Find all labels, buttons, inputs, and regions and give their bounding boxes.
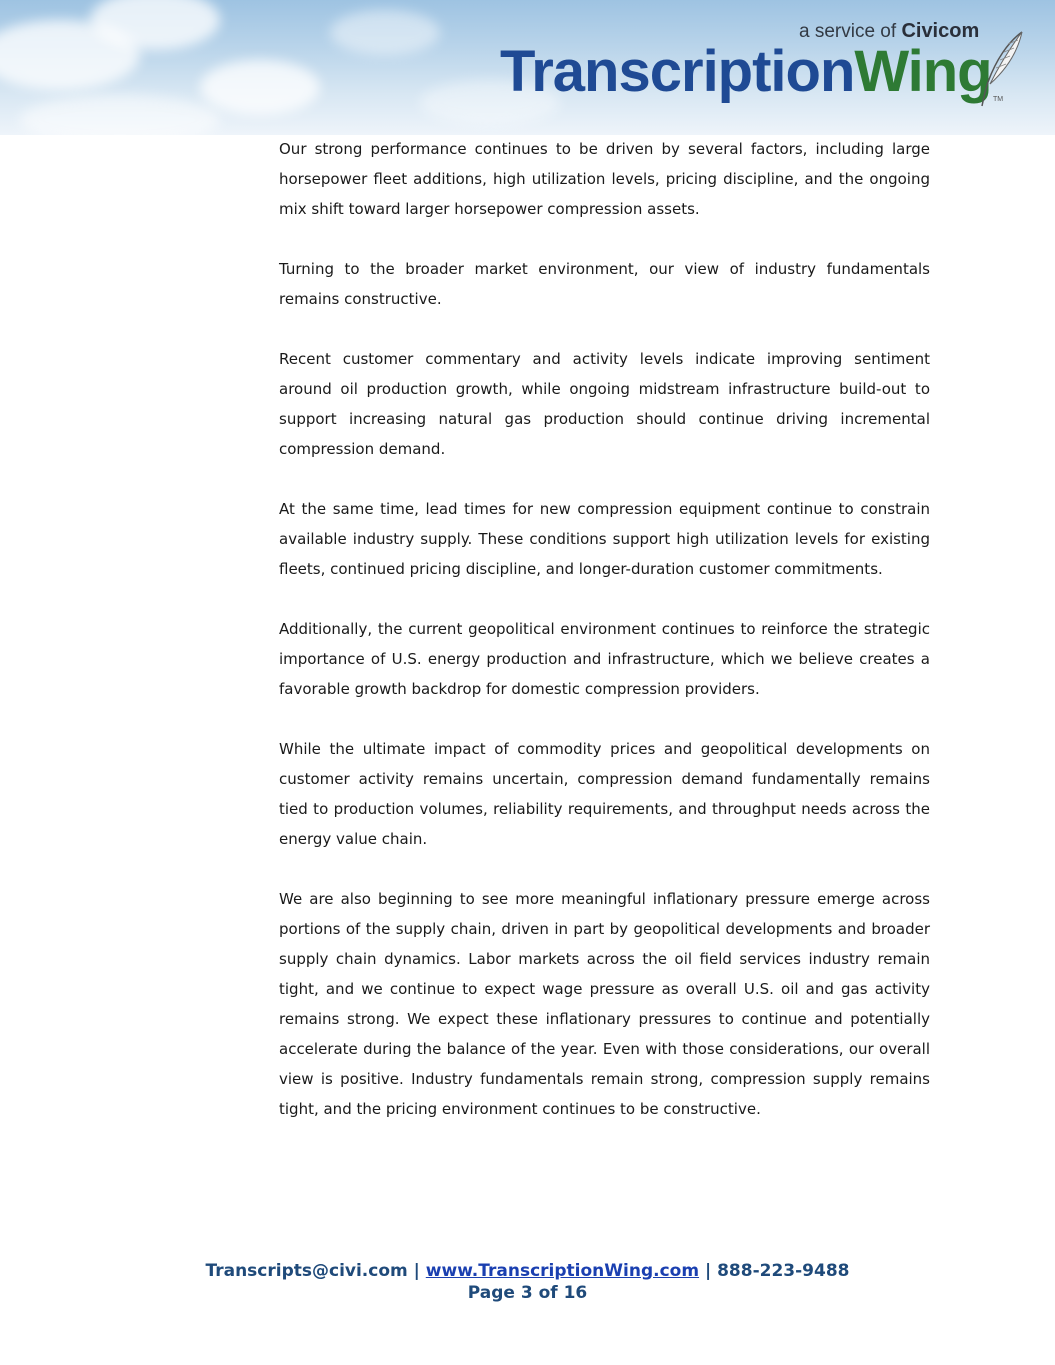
paragraph: Additionally, the current geopolitical environment continues to reinforce the strategic importance of U.S. energy production and infrastructure, which we believe creates a favorable growth backdrop for domestic compression providers. — [279, 620, 930, 698]
transcriptionwing-logo — [500, 40, 992, 104]
page-header — [0, 0, 1055, 135]
transcript-body — [279, 134, 930, 1154]
service-prefix: a service of — [799, 21, 902, 42]
separator: | — [407, 1261, 426, 1281]
civicom-logo: Civicom — [901, 20, 980, 42]
paragraph: At the same time, lead times for new compression equipment continue to constrain available industry supply. These conditions support high utilization levels for existing fleets, continued pricing discipline, and longer-duration customer commitments. — [279, 500, 930, 578]
cloud-decoration — [200, 60, 320, 115]
separator: | — [699, 1261, 718, 1281]
phone-number: 888-223-9488 — [717, 1261, 850, 1281]
page-footer — [0, 1260, 1055, 1304]
paragraph: Recent customer commentary and activity levels indicate improving sentiment around oil production growth, while ongoing midstream infrastructure build-out to support increasing natural gas production should continue driving incremental compression demand. — [279, 350, 930, 458]
paragraph: Our strong performance continues to be driven by several factors, including large horsepower fleet additions, high utilization levels, pricing discipline, and the ongoing mix shift toward larger horsepower compression assets. — [279, 140, 930, 218]
brand-part-transcription: Transcription — [500, 39, 855, 104]
cloud-decoration — [330, 10, 440, 55]
paragraph: We are also beginning to see more meaningful inflationary pressure emerge across portions of the supply chain, driven in part by geopolitical developments and broader supply chain dynamics. Labor markets across the oil field services industry remain tight, and we continue to expect wage pressure as overall U.S. oil and gas activity remains strong. We expect these inflationary pressures to continue and potentially accelerate during the balance of the year. Even with those considerations, our overall view is positive. Industry fundamentals remain strong, compression supply remains tight, and the pricing environment continues to be constructive. — [279, 890, 930, 1118]
paragraph: While the ultimate impact of commodity prices and geopolitical developments on customer activity remains uncertain, compression demand fundamentally remains tied to production volumes, reliability requirements, and throughput needs across the energy value chain. — [279, 740, 930, 848]
website-link[interactable]: www.TranscriptionWing.com — [425, 1261, 700, 1281]
brand-part-wing: Wing — [854, 39, 992, 104]
cloud-decoration — [20, 95, 220, 135]
paragraph: Turning to the broader market environment, our view of industry fundamentals remains constructive. — [279, 260, 930, 308]
page-number: Page 3 of 16 — [467, 1283, 588, 1303]
contact-line — [0, 1260, 1055, 1282]
trademark-symbol: TM — [993, 96, 1004, 103]
email-contact[interactable]: Transcripts@civi.com — [205, 1261, 408, 1281]
